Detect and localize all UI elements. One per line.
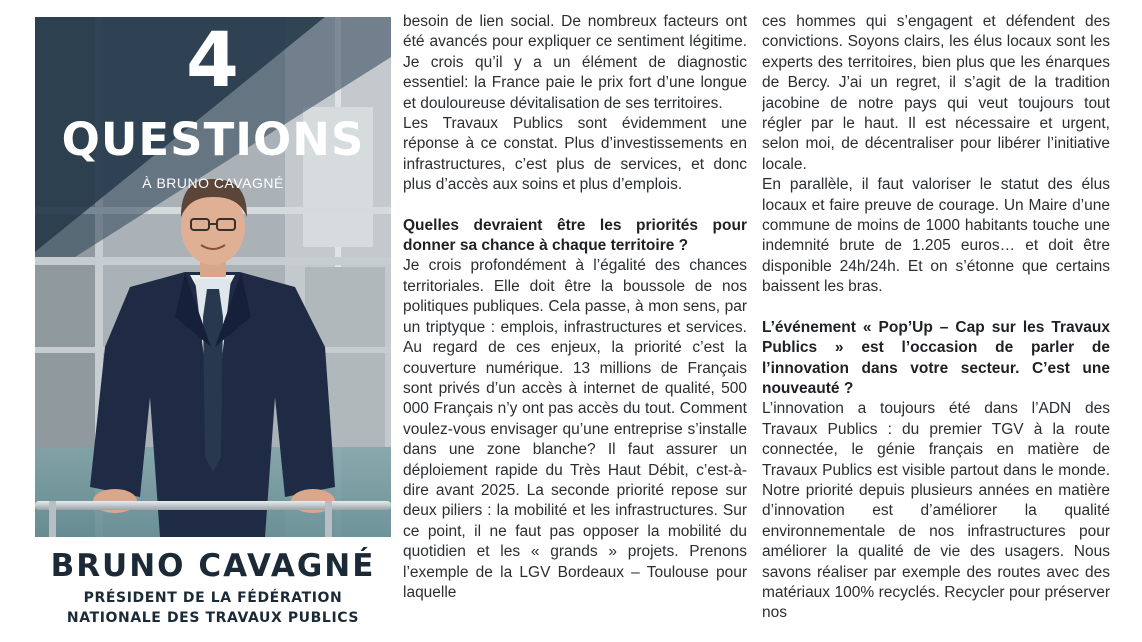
paragraph: ces hommes qui s’engagent et défendent des convictions. Soyons clairs, les élus locaux sont les experts des territoires, bien plus que les énarques de Bercy. J’ai un regret, il s’agit de la tradition jacobine de notre pays qui veut toujours tout régler par le haut. Il est nécessaire et urgent, selon moi, de décentraliser pour libérer l’initiative locale.	[762, 13, 1110, 173]
caption-role-line2: NATIONALE DES TRAVAUX PUBLICS	[66, 610, 360, 626]
header-title: QUESTIONS	[61, 113, 365, 166]
question-heading: L’événement « Pop’Up – Cap sur les Travaux Publics » est l’occasion de parler de l’innovation dans votre secteur. C’est une nouveauté ?	[762, 318, 1110, 397]
paragraph: Les Travaux Publics sont évidemment une réponse à ce constat. Plus d’investissements en infrastructures, c’est plus de services, et donc plus d’accès aux soins et plus d’emplois.	[403, 115, 747, 194]
header-subtitle: À BRUNO CAVAGNÉ	[142, 175, 284, 191]
paragraph: L’innovation a toujours été dans l’ADN des Travaux Publics : du premier TGV à la route connectée, le génie français en matière de Travaux Publics est visible partout dans le monde. Notre priorité depuis plusieurs années en matière d’innovation est d’améliorer la qualité environnementale de nos infrastructures pour améliorer la qualité de vie des usagers. Nous savons réaliser par exemple des routes avec des matériaux 100% recyclés. Recycler pour préserver nos	[762, 400, 1110, 622]
caption-name: BRUNO CAVAGNÉ	[50, 548, 376, 584]
article-column-middle	[403, 12, 747, 642]
article-column-right	[762, 12, 1110, 642]
handrail-post	[325, 501, 332, 537]
paragraph: Je crois profondément à l’égalité des chances territoriales. Elle doit être la boussole de nos politiques publiques. Cela passe, à mon sens, par un triptyque : emplois, infrastructures et services. Au regard de ces enjeux, la priorité c’est la couverture numérique. 13 millions de Français sont privés d’un accès à internet de qualité, 500 000 Français n’y ont pas accès du tout. Comment voulez-vous envisager qu’une entreprise s’installe dans une zone blanche? Il faut assurer un déploiement rapide du Très Haut Débit, c’est-à-dire avant 2025. La seconde priorité repose sur deux piliers : la mobilité et les infrastructures. Sur ce point, il ne faut pas opposer la mobilité du quotidien et les « grands » projets. Prenons l’exemple de la LGV Bordeaux – Toulouse pour laquelle	[403, 257, 747, 601]
paragraph: En parallèle, il faut valoriser le statut des élus locaux et faire preuve de courage. Un Maire d’une commune de moins de 1000 habitants touche une indemnité brute de 1.205 euros… et doit être disponible 24h/24h. Et on s’étonne que certains baissent les bras.	[762, 176, 1110, 296]
handrail	[35, 501, 391, 510]
caption-role	[35, 588, 391, 628]
handrail-post	[49, 501, 56, 537]
caption-role-line1: PRÉSIDENT DE LA FÉDÉRATION	[83, 590, 343, 606]
header-number: 4	[186, 15, 240, 104]
question-heading: Quelles devraient être les priorités pour donner sa chance à chaque territoire ?	[403, 216, 747, 255]
paragraph: besoin de lien social. De nombreux facteurs ont été avancés pour expliquer ce sentiment légitime. Je crois qu’il y a un élément de diagnostic essentiel: la France paie le prix fort d’une longue et douloureuse dévitalisation de ses territoires.	[403, 13, 747, 112]
